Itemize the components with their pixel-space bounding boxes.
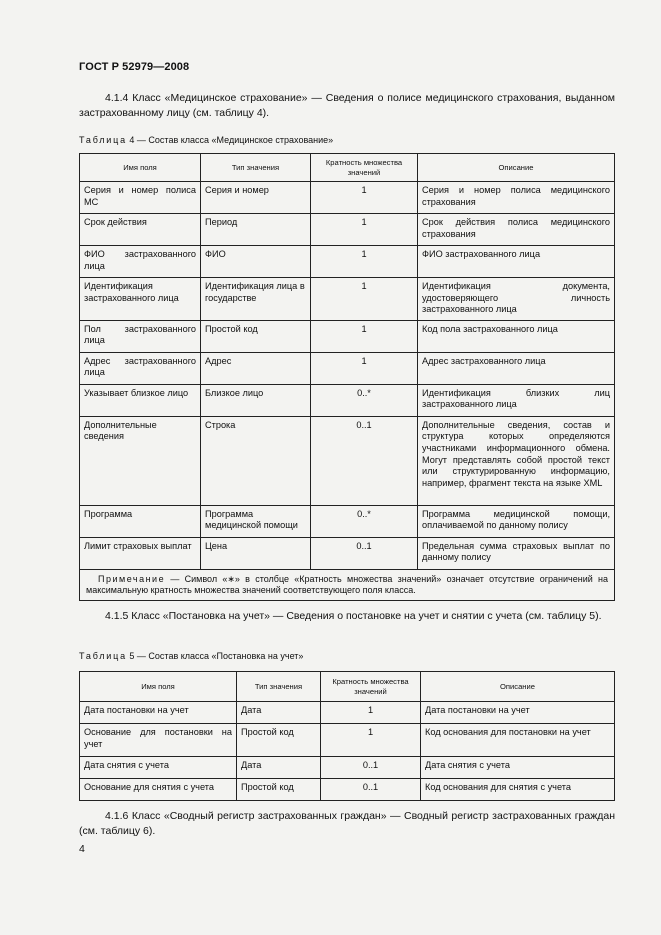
table-5-header-row bbox=[80, 672, 615, 702]
table-4 bbox=[79, 153, 615, 601]
table-4-header-cell: Кратность множества значений bbox=[311, 154, 418, 182]
table-cell: Период bbox=[201, 214, 311, 246]
table-cell: 0..* bbox=[311, 505, 418, 537]
table-cell: Срок действия полиса медицинского страхования bbox=[418, 214, 615, 246]
table-cell: Лимит страховых выплат bbox=[80, 537, 201, 569]
table-row bbox=[80, 352, 615, 384]
table-cell: 0..1 bbox=[321, 757, 421, 779]
table-cell: 1 bbox=[311, 320, 418, 352]
table-cell: Основание для снятия с учета bbox=[80, 779, 237, 801]
table-cell: Серия и номер полиса МС bbox=[80, 182, 201, 214]
table-cell: 1 bbox=[311, 214, 418, 246]
table-5-caption bbox=[79, 651, 303, 661]
table-4-caption-text: 4 — Состав класса «Медицинское страхование» bbox=[129, 135, 334, 145]
note-text: — Символ «∗» в столбце «Кратность множества значений» означает отсутствие ограничений на максимальную кратность множества значений соответствующего поля класса. bbox=[86, 573, 608, 596]
table-cell: Простой код bbox=[237, 724, 321, 757]
table-cell: ФИО bbox=[201, 246, 311, 278]
table-cell: Адрес застрахованного лица bbox=[418, 352, 615, 384]
table-cell: Дополнительные сведения bbox=[80, 416, 201, 505]
table-cell: 0..1 bbox=[311, 537, 418, 569]
table-5-header-cell: Тип значения bbox=[237, 672, 321, 702]
table-cell: Серия и номер полиса медицинского страхования bbox=[418, 182, 615, 214]
table-row bbox=[80, 416, 615, 505]
section-4-1-5-text: 4.1.5 Класс «Постановка на учет» — Сведения о постановке на учет и снятии с учета (см. таблицу 5). bbox=[105, 610, 602, 622]
table-cell: Предельная сумма страховых выплат по данному полису bbox=[418, 537, 615, 569]
table-cell: 1 bbox=[321, 724, 421, 757]
table-row bbox=[80, 702, 615, 724]
table-cell: Указывает близкое лицо bbox=[80, 384, 201, 416]
table-5-caption-label: Таблица bbox=[79, 651, 127, 661]
table-cell: Дата постановки на учет bbox=[80, 702, 237, 724]
table-cell: Адрес застрахованного лица bbox=[80, 352, 201, 384]
table-cell: Дата bbox=[237, 757, 321, 779]
table-4-header-row bbox=[80, 154, 615, 182]
table-cell: ФИО застрахованного лица bbox=[418, 246, 615, 278]
section-4-1-4-text: 4.1.4 Класс «Медицинское страхование» — Сведения о полисе медицинского страхования, выданном застрахованному лицу (см. таблицу 4). bbox=[79, 92, 615, 119]
table-row bbox=[80, 537, 615, 569]
table-cell: Код пола застрахованного лица bbox=[418, 320, 615, 352]
table-cell: Близкое лицо bbox=[201, 384, 311, 416]
table-cell: Идентификация лица в государстве bbox=[201, 278, 311, 321]
table-cell: 1 bbox=[311, 352, 418, 384]
table-cell: Дата снятия с учета bbox=[421, 757, 615, 779]
table-row bbox=[80, 779, 615, 801]
table-cell: Программа медицинской помощи bbox=[201, 505, 311, 537]
table-4-caption-label: Таблица bbox=[79, 135, 127, 145]
section-4-1-5-paragraph bbox=[79, 609, 615, 624]
table-row bbox=[80, 757, 615, 779]
table-4-note-row bbox=[80, 569, 615, 600]
table-cell: Программа bbox=[80, 505, 201, 537]
table-cell: 0..* bbox=[311, 384, 418, 416]
table-row bbox=[80, 505, 615, 537]
table-cell: Серия и номер bbox=[201, 182, 311, 214]
table-row bbox=[80, 214, 615, 246]
table-cell: Дата постановки на учет bbox=[421, 702, 615, 724]
table-5-header-cell: Описание bbox=[421, 672, 615, 702]
table-cell: Идентификация документа, удостоверяющего личность застрахованного лица bbox=[418, 278, 615, 321]
table-row bbox=[80, 724, 615, 757]
table-5 bbox=[79, 671, 615, 801]
table-4-header-cell: Тип значения bbox=[201, 154, 311, 182]
table-row bbox=[80, 278, 615, 321]
table-cell: Простой код bbox=[201, 320, 311, 352]
table-cell: Адрес bbox=[201, 352, 311, 384]
table-4-note bbox=[80, 569, 615, 600]
table-5-caption-text: 5 — Состав класса «Постановка на учет» bbox=[129, 651, 304, 661]
table-cell: ФИО застрахованного лица bbox=[80, 246, 201, 278]
table-cell: 0..1 bbox=[321, 779, 421, 801]
section-4-1-6-paragraph bbox=[79, 809, 615, 839]
table-cell: Дополнительные сведения, состав и структура которых определяются участниками информационного обмена. Могут представлять собой простой текст или структурированную информацию, например, фрагмент текста на языке XML bbox=[418, 416, 615, 505]
table-cell: Простой код bbox=[237, 779, 321, 801]
table-cell: Код основания для снятия с учета bbox=[421, 779, 615, 801]
table-cell: Цена bbox=[201, 537, 311, 569]
table-cell: 0..1 bbox=[311, 416, 418, 505]
table-cell: Дата снятия с учета bbox=[80, 757, 237, 779]
table-cell: Основание для постановки на учет bbox=[80, 724, 237, 757]
table-cell: Идентификация близких лиц застрахованного лица bbox=[418, 384, 615, 416]
table-row bbox=[80, 384, 615, 416]
table-cell: 1 bbox=[321, 702, 421, 724]
table-cell: 1 bbox=[311, 182, 418, 214]
table-cell: Код основания для постановки на учет bbox=[421, 724, 615, 757]
table-cell: Строка bbox=[201, 416, 311, 505]
document-header: ГОСТ Р 52979—2008 bbox=[79, 61, 190, 73]
table-4-caption bbox=[79, 135, 333, 145]
table-cell: Программа медицинской помощи, оплачиваемой по данному полису bbox=[418, 505, 615, 537]
table-5-header-cell: Имя поля bbox=[80, 672, 237, 702]
section-4-1-4-paragraph bbox=[79, 91, 615, 121]
table-cell: 1 bbox=[311, 278, 418, 321]
table-cell: Дата bbox=[237, 702, 321, 724]
page-number: 4 bbox=[79, 843, 85, 855]
table-cell: 1 bbox=[311, 246, 418, 278]
note-label: Примечание bbox=[98, 573, 166, 584]
table-cell: Идентификация застрахованного лица bbox=[80, 278, 201, 321]
table-row bbox=[80, 246, 615, 278]
table-row bbox=[80, 320, 615, 352]
table-cell: Срок действия bbox=[80, 214, 201, 246]
table-4-header-cell: Описание bbox=[418, 154, 615, 182]
section-4-1-6-text: 4.1.6 Класс «Сводный регистр застрахованных граждан» — Сводный регистр застрахованных граждан (см. таблицу 6). bbox=[79, 810, 615, 837]
table-4-header-cell: Имя поля bbox=[80, 154, 201, 182]
table-5-header-cell: Кратность множества значений bbox=[321, 672, 421, 702]
table-cell: Пол застрахованного лица bbox=[80, 320, 201, 352]
table-row bbox=[80, 182, 615, 214]
